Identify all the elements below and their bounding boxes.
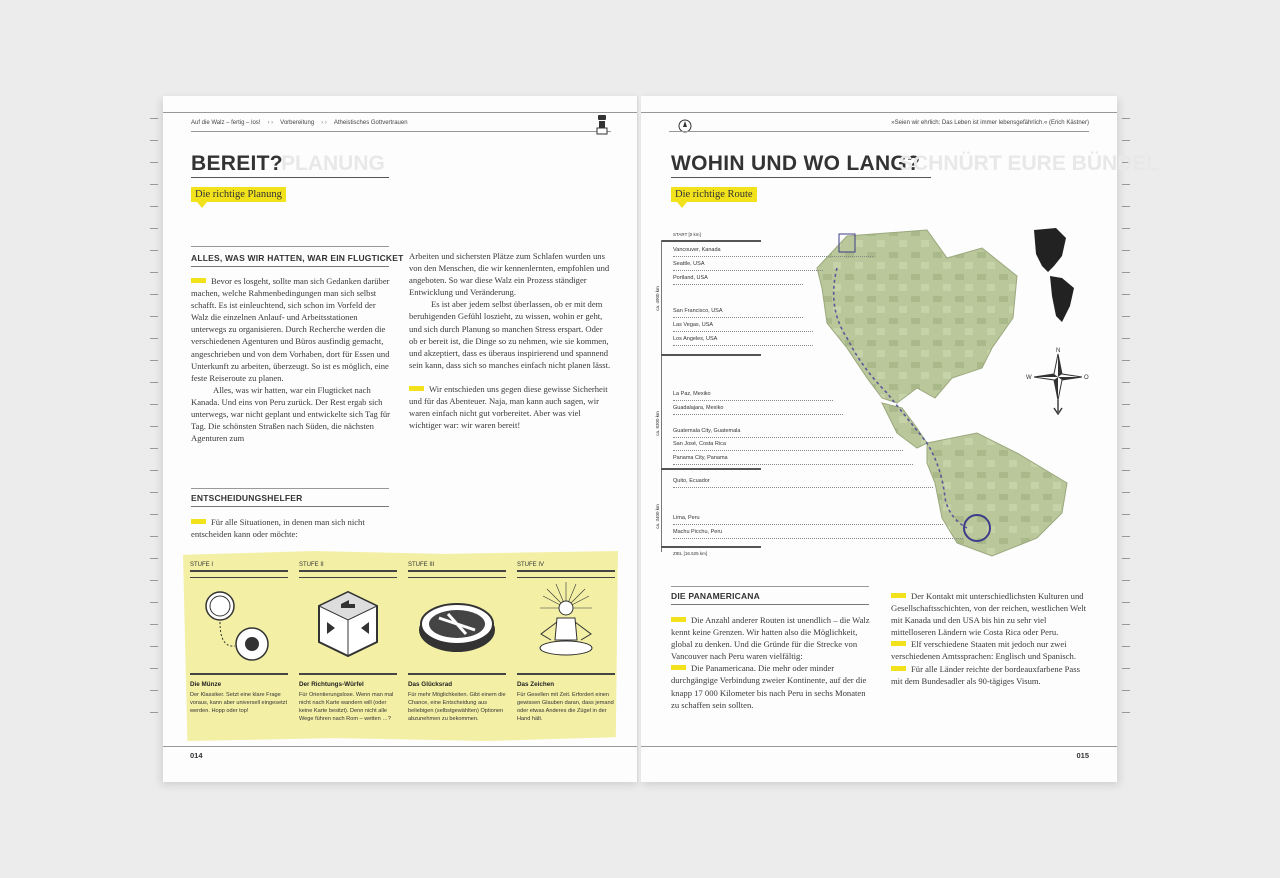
stage-title: Der Richtungs-Würfel — [299, 681, 364, 688]
stage-text: Der Klassiker. Setzt eine klare Frage voraus, kann aber universell eingesetzt werden. Hopp oder top! — [190, 692, 288, 714]
compass-o: O — [1084, 375, 1089, 381]
compass-n: N — [1056, 348, 1061, 354]
route-stop: Guadalajara, Mexiko — [673, 405, 724, 411]
paragraph: Der Kontakt mit unterschiedlichsten Kulturen und Gesellschaftsschichten, von der reichen, westlichen Welt mit Kanada und den USA bis hin zu sehr viel mittelloseren Ländern wie Costa Rica oder Peru. — [891, 591, 1087, 638]
section-heading: ENTSCHEIDUNGSHELFER — [191, 493, 303, 503]
section-rule — [671, 604, 869, 605]
stage-text: Für Gesellen mit Zeit. Erfordert einen gewissen Glauben daran, dass jemand oder etwas Anderes die Zügel in der Hand hält. — [517, 692, 614, 722]
route-leader — [673, 256, 873, 257]
route-leader — [673, 400, 833, 401]
walker-icon — [595, 114, 609, 136]
coin-icon — [190, 578, 288, 668]
wheel-illustration — [408, 578, 506, 668]
divider — [190, 673, 288, 675]
body-column-2 — [891, 590, 1091, 687]
route-leader — [673, 414, 843, 415]
route-bar — [661, 468, 761, 470]
left-page — [163, 96, 639, 782]
marker — [671, 617, 686, 622]
stage-column — [517, 562, 615, 723]
section-rule — [191, 488, 389, 489]
paragraph: Die Panamericana. Die mehr oder minder durchgängige Verbindung zweier Kontinente, auf der die knapp 17 000 Kilometer bis nach Peru in sechs Monaten zu schaffen sein sollten. — [671, 663, 867, 710]
route-stop: San José, Costa Rica — [673, 441, 726, 447]
body-column-2 — [409, 250, 611, 431]
right-margin-ticks — [1122, 118, 1130, 734]
footer-rule — [163, 746, 639, 747]
divider — [299, 673, 397, 675]
breadcrumb-item: Vorbereitung — [280, 120, 315, 126]
marker — [191, 278, 206, 283]
route-stop: Las Vegas, USA — [673, 322, 714, 328]
stage-label: STUFE III — [408, 562, 506, 572]
sign-illustration — [517, 578, 615, 668]
route-leader — [673, 437, 893, 438]
route-leader — [673, 464, 913, 465]
route-stop: Los Angeles, USA — [673, 336, 718, 342]
distance-label: ca. 4900 km — [654, 286, 660, 311]
route-stop: Quito, Ecuador — [673, 478, 710, 484]
marker — [891, 666, 906, 671]
route-stop: Lima, Peru — [673, 515, 700, 521]
stage-label: STUFE IV — [517, 562, 615, 572]
section-rule — [191, 246, 389, 247]
right-page — [641, 96, 1160, 782]
page-number: 015 — [1076, 751, 1089, 760]
breadcrumb-item: Auf die Walz – fertig – los! — [191, 120, 261, 126]
page-title: BEREIT? — [191, 152, 283, 175]
paragraph: Für alle Länder reichte der bordeauxfarbene Pass mit dem Bundesadler als 90-tägiges Visum. — [891, 663, 1080, 686]
divider — [408, 673, 506, 675]
top-rule — [163, 112, 639, 113]
route-end: ZIEL [16.525 km] — [673, 551, 708, 556]
ghost-title: PLANUNG — [281, 152, 385, 175]
section-heading: DIE PANAMERICANA — [671, 591, 760, 601]
route-bar — [661, 546, 761, 548]
breadcrumb — [191, 120, 408, 126]
distance-label: ca. 3400 km — [654, 504, 660, 529]
stage-text: Für mehr Möglichkeiten. Gibt einem die Chance, eine Entscheidung aus beliebigen (selbstgewählten) Optionen abzunehmen zu bekommen. — [408, 692, 506, 722]
header-rule — [191, 131, 611, 132]
breadcrumb-separator: › › — [267, 120, 274, 126]
route-start: START [0 km] — [673, 232, 701, 237]
route-leader — [673, 538, 963, 539]
marker — [891, 641, 906, 646]
route-leader — [673, 331, 813, 332]
body-column-1 — [671, 614, 873, 711]
coin-illustration — [190, 578, 288, 668]
body-column-1 — [191, 275, 391, 444]
marker — [191, 519, 206, 524]
section-heading: ALLES, WAS WIR HATTEN, WAR EIN FLUGTICKET — [191, 253, 404, 263]
marker — [891, 593, 906, 598]
route-leader — [673, 284, 803, 285]
breadcrumb-item: Atheistisches Gottvertrauen — [333, 120, 408, 126]
subtitle-tag: Die richtige Planung — [191, 187, 286, 202]
route-leader — [673, 317, 803, 318]
marker — [671, 665, 686, 670]
left-margin-ticks — [150, 118, 158, 734]
route-stop: Guatemala City, Guatemala — [673, 428, 741, 434]
ghost-title: SCHNÜRT EURE BÜNDEL — [899, 152, 1160, 175]
stage-column — [408, 562, 506, 723]
direction-cube-icon — [299, 578, 397, 668]
paragraph: Bevor es losgeht, sollte man sich Gedanken darüber machen, welche Rahmenbedingungen man sich selbst schafft. Es ist einleuchtend, sich schon im Vorfeld der Walz die einzelnen Anlauf- und Arbeitsstationen unterwegs zu organisieren. Durch Recherche werden die verschiedenen Agenturen und Büros ausfindig gemacht, angeschrieben und von dem Vorhaben, dort für Essen und Unterkunft zu arbeiten, überzeugt. So ist es möglich, eine feste Reiseroute zu planen. — [191, 276, 390, 383]
route-axis — [661, 240, 662, 552]
route-leader — [673, 450, 903, 451]
paragraph: Für alle Situationen, in denen man sich nicht entscheiden kann oder möchte: — [191, 517, 365, 540]
globe-inset-icon — [1026, 226, 1086, 326]
stage-label: STUFE II — [299, 562, 397, 572]
title-underline — [191, 177, 389, 178]
marker — [409, 386, 424, 391]
page-number: 014 — [190, 751, 203, 760]
page-title: WOHIN UND WO LANG? — [671, 152, 921, 175]
route-stop: Panama City, Panama — [673, 455, 728, 461]
paragraph: Die Anzahl anderer Routen ist unendlich – die Walz kennt keine Grenzen. Wir hatten also die Möglichkeit, global zu denken. Und die Gründe für die Strecke von Vancouver nach Peru waren vielfältig: — [671, 615, 870, 662]
route-stop: Machu Picchu, Peru — [673, 529, 723, 535]
stage-title: Das Zeichen — [517, 681, 555, 688]
header-rule — [669, 131, 1089, 132]
route-stop: Portland, USA — [673, 275, 708, 281]
stage-column — [190, 562, 288, 715]
header-quote: »Seien wir ehrlich: Das Leben ist immer lebensgefährlich.« (Erich Kästner) — [891, 120, 1089, 126]
route-leader — [673, 487, 933, 488]
divider — [517, 673, 615, 675]
route-leader — [673, 345, 813, 346]
route-stop: Vancouver, Kanada — [673, 247, 721, 253]
route-leader — [673, 524, 943, 525]
compass-w: W — [1026, 375, 1032, 381]
route-stop: San Francisco, USA — [673, 308, 723, 314]
direction-cube-illustration — [299, 578, 397, 668]
top-rule — [641, 112, 1117, 113]
compass-rose-icon — [1026, 344, 1090, 416]
breadcrumb-separator: › › — [321, 120, 327, 126]
paragraph: Wir entschieden uns gegen diese gewisse Sicherheit und für das Abenteuer. Naja, man kann auch sagen, wir waren einfach nicht gut vorbereitet. Aber was viel wichtiger war: wir waren bereit! — [409, 383, 608, 431]
paragraph: Arbeiten und sichersten Plätze zum Schlafen wurden uns von den Menschen, die wir kennenlernten, empfohlen und angeboten. So war diese Walz ein Prozess ständiger Entwicklung und Veränderung. — [409, 251, 610, 298]
route-bar — [661, 240, 761, 242]
route-leader — [673, 270, 823, 271]
paragraph: Elf verschiedene Staaten mit jedoch nur zwei verschiedenen Amtssprachen: Englisch und Spanisch. — [891, 639, 1076, 662]
stage-title: Die Münze — [190, 681, 222, 688]
paragraph: Alles, was wir hatten, war ein Flugticket nach Kanada. Und eins von Peru zurück. Der Rest ergab sich unterwegs, war nicht geplant und entwickelte sich Tag für Tag. Die schönsten Straßen nach Süden, die nächsten Agenturen zum — [191, 384, 390, 444]
helper-intro — [191, 516, 393, 540]
paragraph: Es ist aber jedem selbst überlassen, ob er mit dem beruhigenden Gefühl loszieht, zu wissen, wohin er geht, und sich durch Planung so manchen Stress erspart. Oder ob er bereit ist, die Dinge so zu nehmen, wie sie kommen, und akzeptiert, dass es überaus inspirierend und spannend sein kann, dass sich so manches einfach nicht planen lässt. — [409, 299, 611, 370]
route-bar — [661, 354, 761, 356]
stage-column — [299, 562, 397, 723]
distance-label: ca. 8300 km — [654, 411, 660, 436]
subtitle-tag: Die richtige Route — [671, 187, 757, 202]
footer-rule — [641, 746, 1117, 747]
stage-label: STUFE I — [190, 562, 288, 572]
section-rule — [191, 506, 389, 507]
section-rule — [671, 586, 869, 587]
section-rule — [191, 266, 389, 267]
route-stop: La Paz, Mexiko — [673, 391, 711, 397]
wheel-of-fortune-icon — [408, 578, 506, 668]
stage-text: Für Orientierungslose. Wenn man mal nicht nach Karte wandern will (oder keine Karte besitzt). Denn nicht alle Wege führen nach Rom – wetten …? — [299, 692, 394, 722]
route-stop: Seattle, USA — [673, 261, 705, 267]
stage-title: Das Glücksrad — [408, 681, 453, 688]
meditation-figure-icon — [517, 578, 615, 668]
title-underline — [671, 177, 931, 178]
